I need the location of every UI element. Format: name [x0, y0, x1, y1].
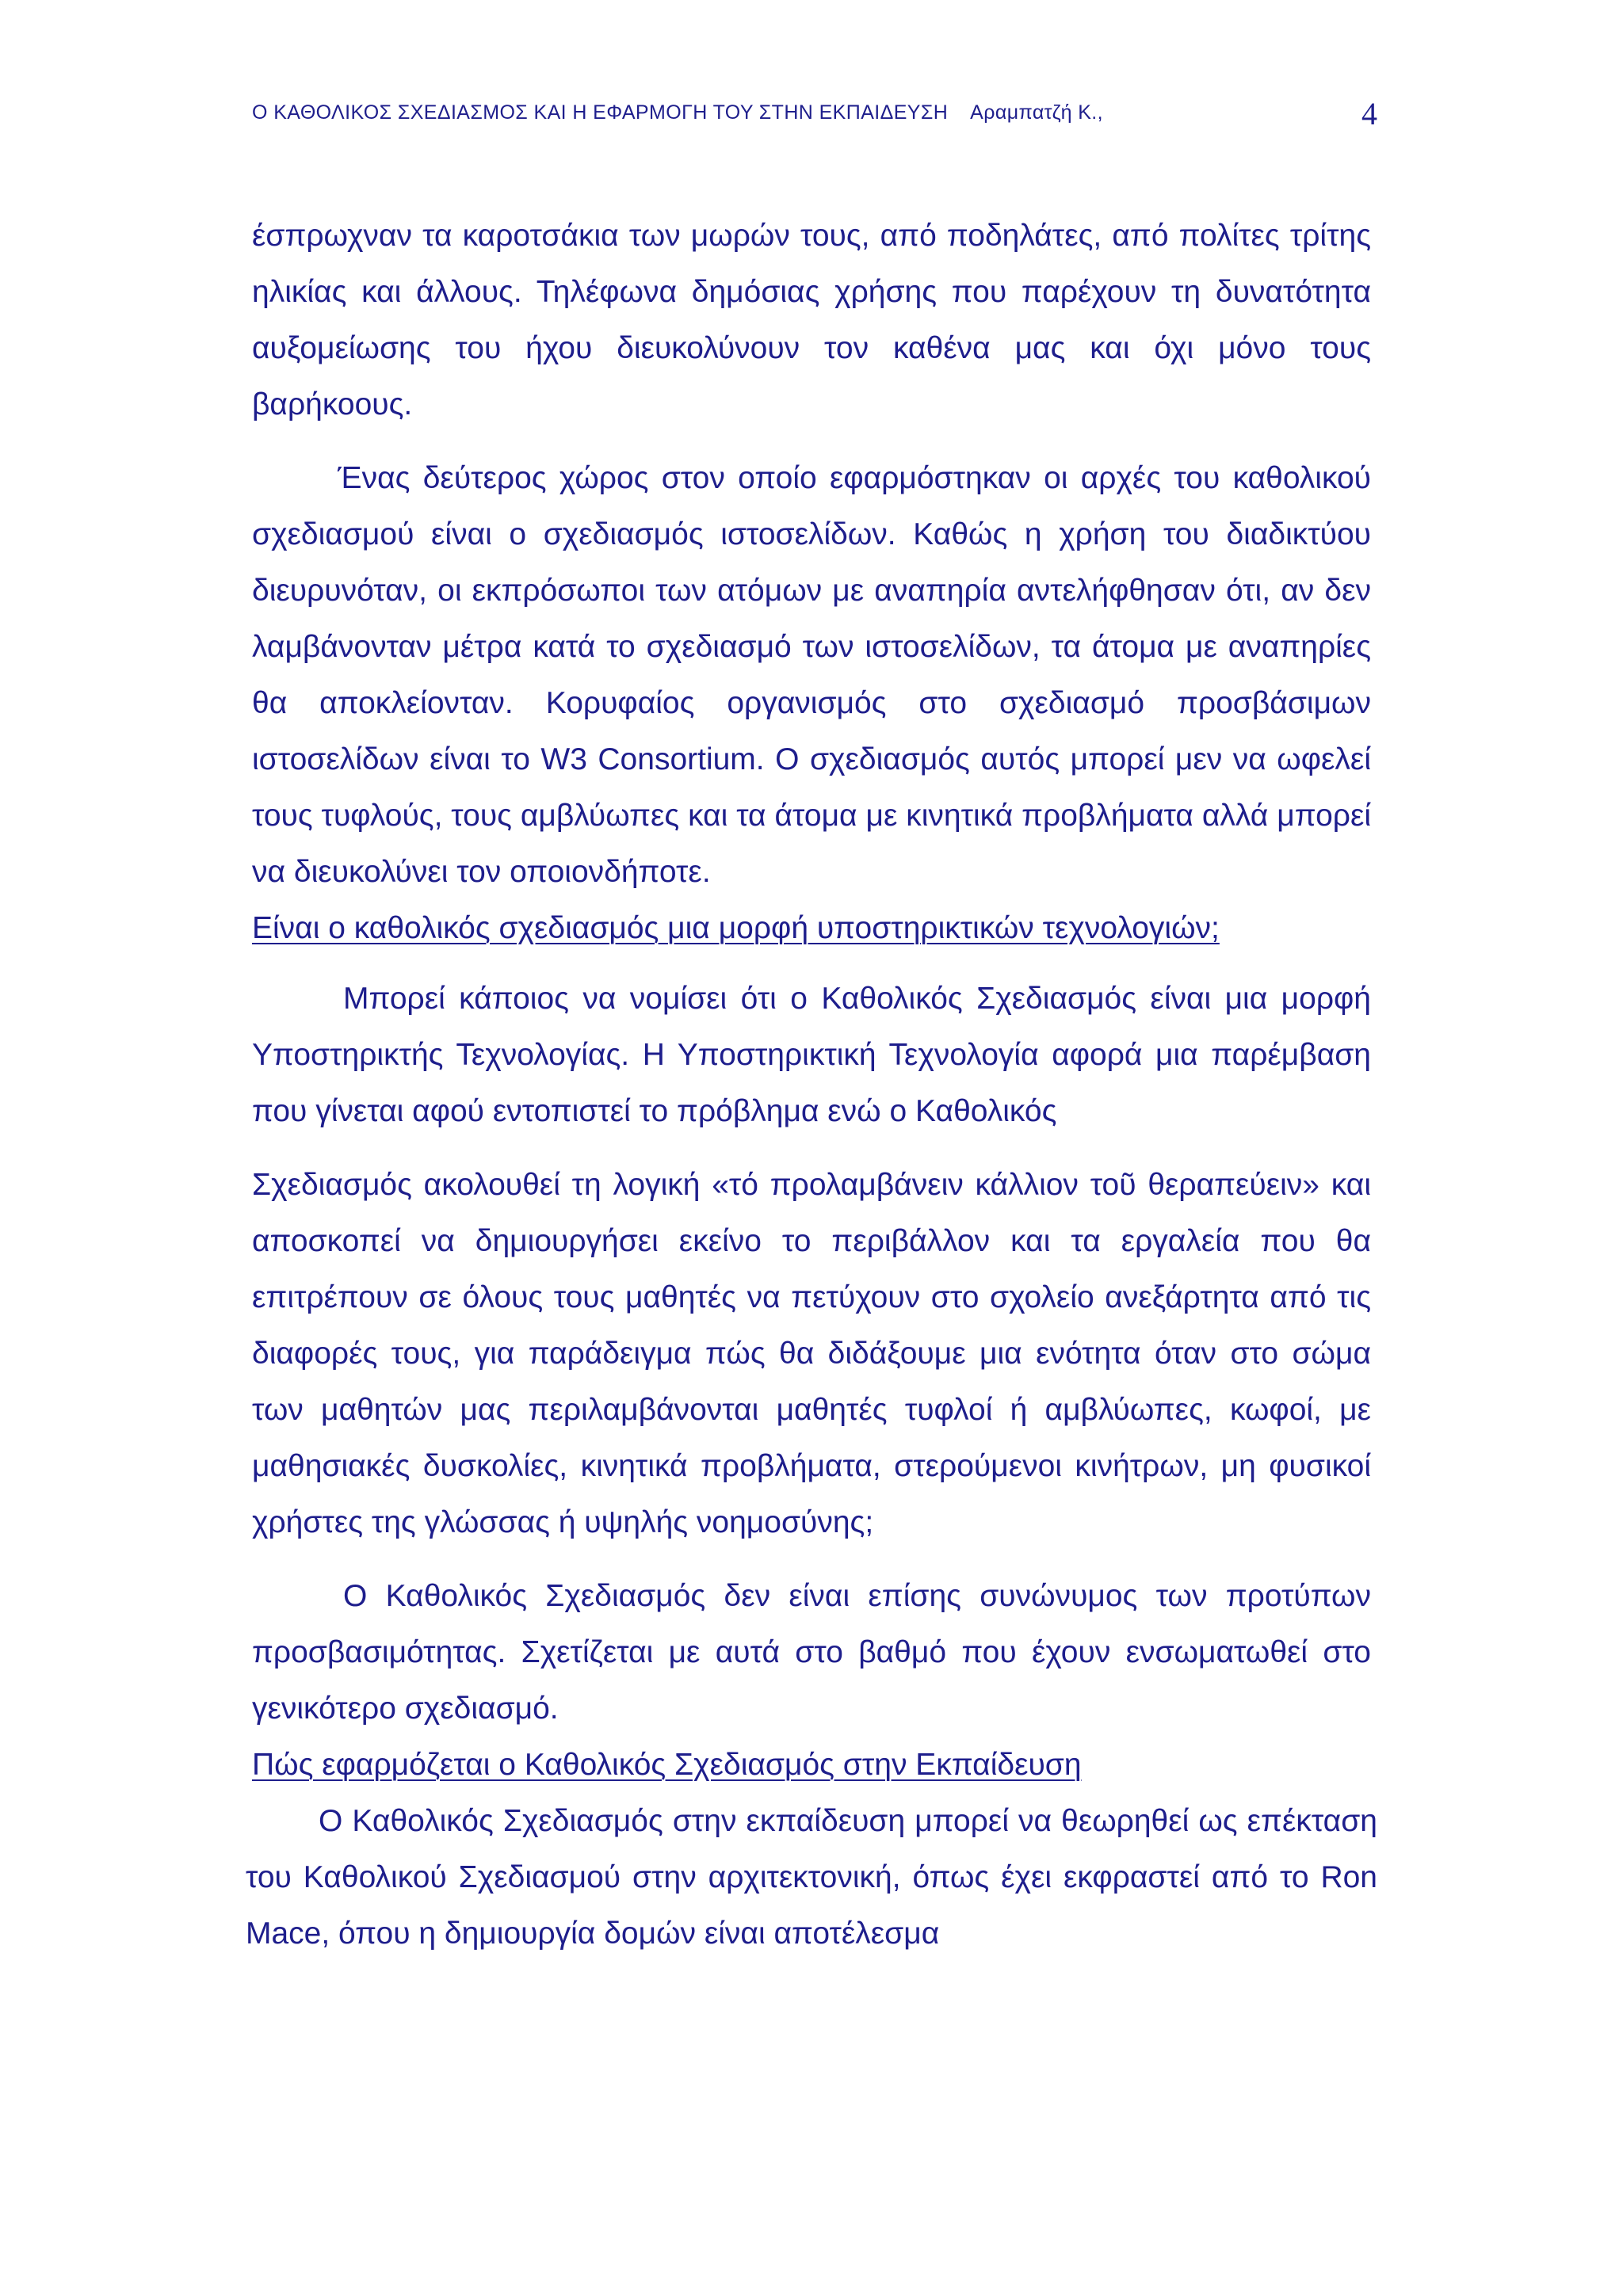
section-heading-1: Είναι ο καθολικός σχεδιασμός μια μορφή υποστηρικτικών τεχνολογιών;: [252, 911, 1220, 945]
paragraph-1: έσπρωχναν τα καροτσάκια των μωρών τους, από ποδηλάτες, από πολίτες τρίτης ηλικίας και άλλους. Τηλέφωνα δημόσιας χρήσης που παρέχουν τη δυνατότητα αυξομείωσης του ήχου διευκολύνουν τον καθένα μας και όχι μόνο τους βαρήκοους.: [252, 219, 1371, 421]
document-body: [246, 208, 1377, 1962]
paragraph-2: Ένας δεύτερος χώρος στον οποίο εφαρμόστηκαν οι αρχές του καθολικού σχεδιασμού είναι ο σχεδιασμός ιστοσελίδων. Καθώς η χρήση του διαδικτύου διευρυνόταν, οι εκπρόσωποι των ατόμων με αναπηρία αντελήφθησαν ότι, αν δεν λαμβάνονταν μέτρα κατά το σχεδιασμό των ιστοσελίδων, τα άτομα με αναπηρίες θα αποκλείονταν. Κορυφαίος οργανισμός στο σχεδιασμό προσβάσιμων ιστοσελίδων είναι το W3 Consortium. Ο σχεδιασμός αυτός μπορεί μεν να ωφελεί τους τυφλούς, τους αμβλύωπες και τα άτομα με κινητικά προβλήματα αλλά μπορεί να διευκολύνει τον οποιονδήποτε.: [252, 461, 1371, 889]
paragraph-4: Ο Καθολικός Σχεδιασμός δεν είναι επίσης συνώνυμος των προτύπων προσβασιμότητας. Σχετίζεται με αυτά στο βαθμό που έχουν ενσωματωθεί στο γενικότερο σχεδιασμό.: [252, 1579, 1371, 1726]
paragraph-3a: Μπορεί κάποιος να νομίσει ότι ο Καθολικός Σχεδιασμός είναι μια μορφή Υποστηρικτής Τεχνολογίας. Η Υποστηρικτική Τεχνολογία αφορά μια παρέμβαση που γίνεται αφού εντοπιστεί το πρόβλημα ενώ ο Καθολικός: [252, 982, 1371, 1128]
paragraph-5: Ο Καθολικός Σχεδιασμός στην εκπαίδευση μπορεί να θεωρηθεί ως επέκταση του Καθολικού Σχεδιασμού στην αρχιτεκτονική, όπως έχει εκφραστεί από το Ron Mace, όπου η δημιουργία δομών είναι αποτέλεσμα: [246, 1804, 1377, 1951]
page-number: 4: [1361, 96, 1377, 132]
running-header: [252, 95, 1377, 143]
header-author: Αραμπατζή Κ.,: [970, 101, 1103, 124]
header-title-line: [252, 101, 1103, 124]
section-heading-2: Πώς εφαρμόζεται ο Καθολικός Σχεδιασμός στην Εκπαίδευση: [252, 1748, 1082, 1782]
header-title: Ο ΚΑΘΟΛΙΚΟΣ ΣΧΕΔΙΑΣΜΟΣ ΚΑΙ Η ΕΦΑΡΜΟΓΗ ΤΟΥ ΣΤΗΝ ΕΚΠΑΙΔΕΥΣΗ: [252, 101, 949, 124]
paragraph-3b: Σχεδιασμός ακολουθεί τη λογική «τό προλαμβάνειν κάλλιον τοῦ θεραπεύειν» και αποσκοπεί να δημιουργήσει εκείνο το περιβάλλον και τα εργαλεία που θα επιτρέπουν σε όλους τους μαθητές να πετύχουν στο σχολείο ανεξάρτητα από τις διαφορές τους, για παράδειγμα πώς θα διδάξουμε μια ενότητα όταν στο σώμα των μαθητών μας περιλαμβάνονται μαθητές τυφλοί ή αμβλύωπες, κωφοί, με μαθησιακές δυσκολίες, κινητικά προβλήματα, στερούμενοι κινήτρων, μη φυσικοί χρήστες της γλώσσας ή υψηλής νοημοσύνης;: [252, 1168, 1371, 1539]
